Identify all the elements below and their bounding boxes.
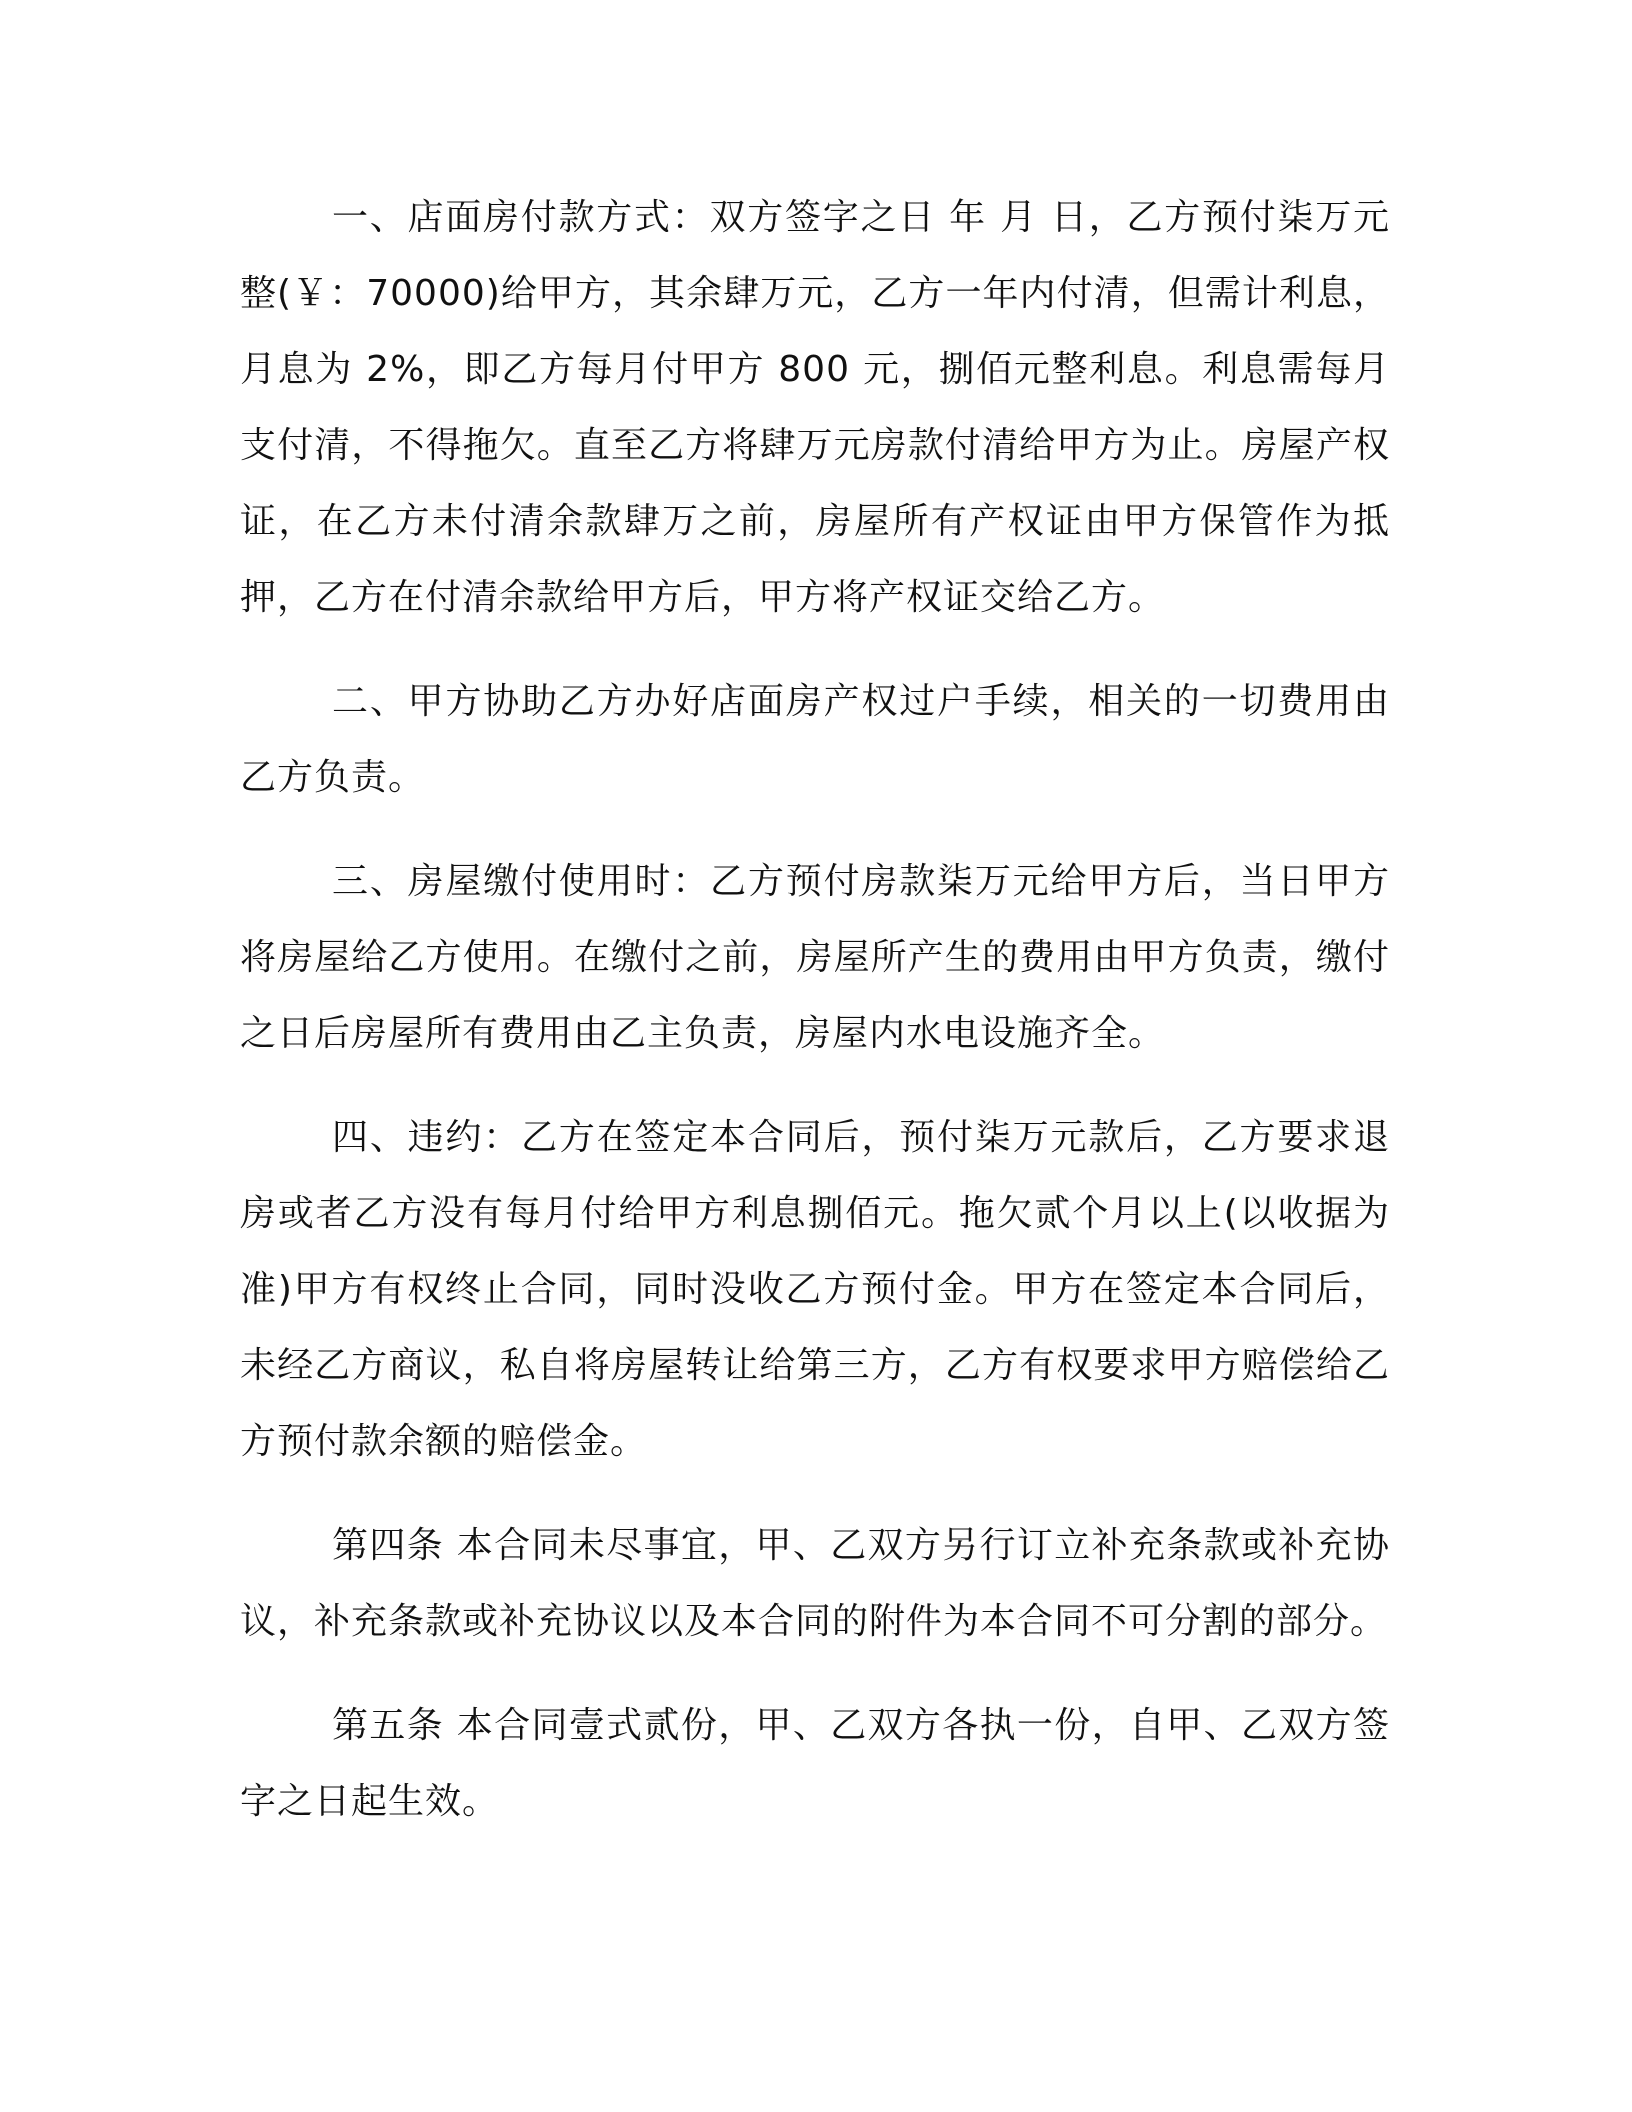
article-five: 第五条 本合同壹式贰份，甲、乙双方各执一份，自甲、乙双方签字之日起生效。 <box>240 1705 1390 1822</box>
clause-payment-method: 一、店面房付款方式：双方签字之日 年 月 日，乙方预付柒万元整(￥：70000)给甲方，其余肆万元，乙方一年内付清，但需计利息，月息为 2%，即乙方每月付甲方 800 元，捌佰元整利息。利息需每月支付清，不得拖欠。直至乙方将肆万元房款付清给甲方为止。房屋产权证，在乙方未付清余款肆万之前，房屋所有产权证由甲方保管作为抵押，乙方在付清余款给甲方后，甲方将产权证交给乙方。 <box>240 197 1390 618</box>
article-four: 第四条 本合同未尽事宜，甲、乙双方另行订立补充条款或补充协议，补充条款或补充协议以及本合同的附件为本合同不可分割的部分。 <box>240 1525 1390 1642</box>
clause-handover: 三、房屋缴付使用时：乙方预付房款柒万元给甲方后，当日甲方将房屋给乙方使用。在缴付之前，房屋所产生的费用由甲方负责，缴付之日后房屋所有费用由乙主负责，房屋内水电设施齐全。 <box>240 861 1390 1054</box>
clause-title-transfer: 二、甲方协助乙方办好店面房产权过户手续，相关的一切费用由乙方负责。 <box>240 681 1390 798</box>
clause-breach: 四、违约：乙方在签定本合同后，预付柒万元款后，乙方要求退房或者乙方没有每月付给甲方利息捌佰元。拖欠贰个月以上(以收据为准)甲方有权终止合同，同时没收乙方预付金。甲方在签定本合同后，未经乙方商议，私自将房屋转让给第三方，乙方有权要求甲方赔偿给乙方预付款余额的赔偿金。 <box>240 1117 1390 1462</box>
document-body <box>240 180 1390 1868</box>
